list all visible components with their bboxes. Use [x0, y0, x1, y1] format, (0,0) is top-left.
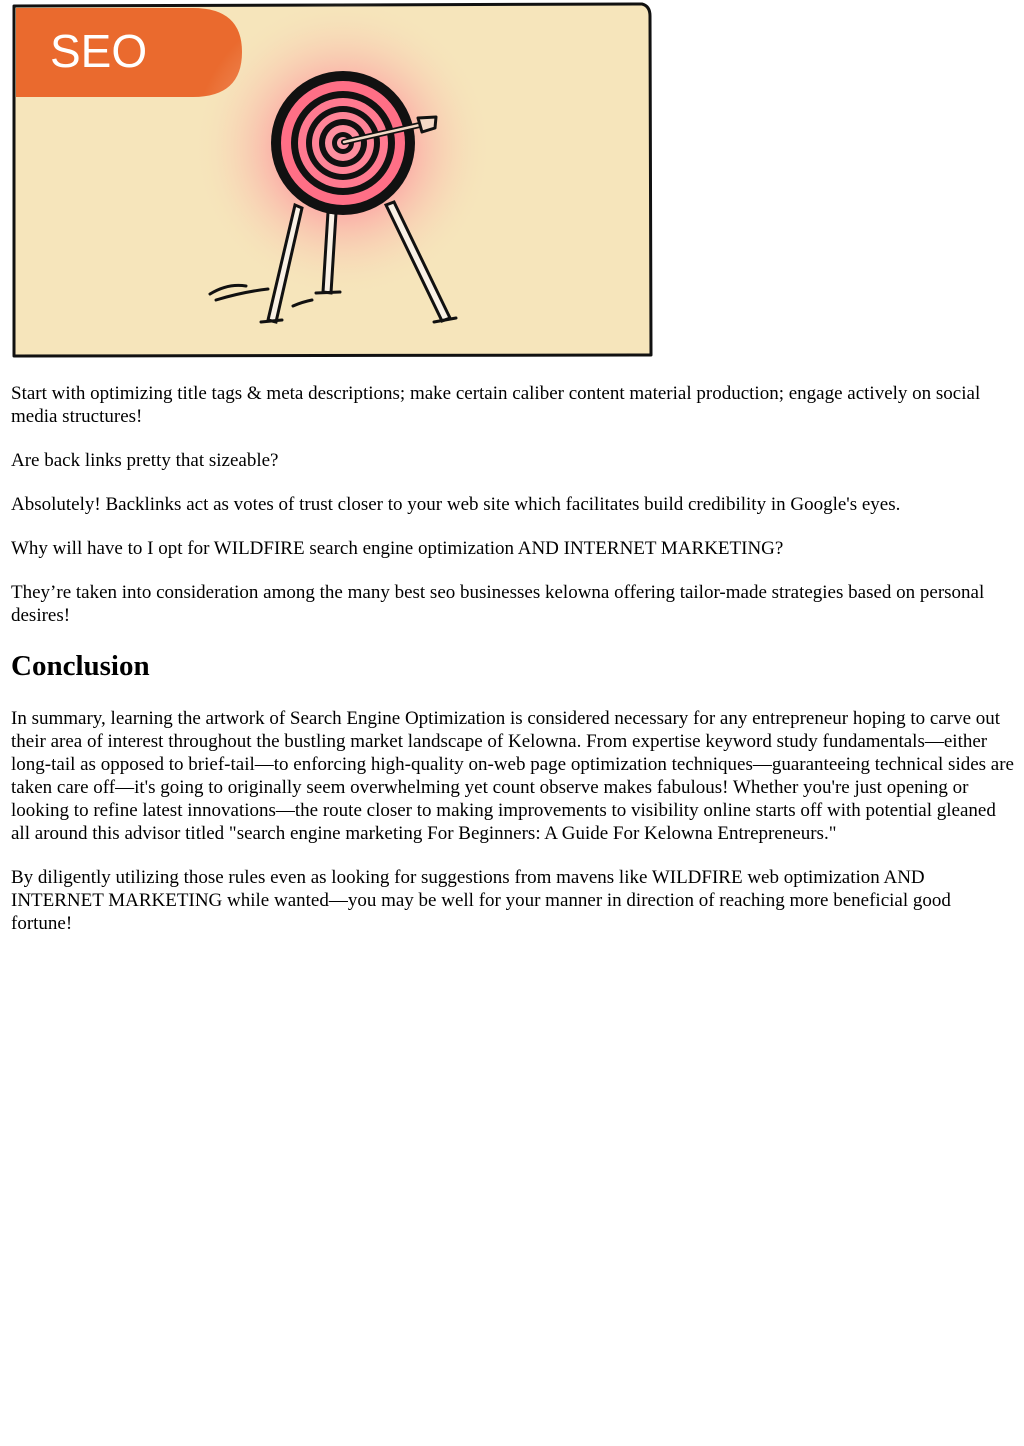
paragraph-title-tags: Start with optimizing title tags & meta descriptions; make certain caliber content material production; engage actively on social media structures!	[11, 383, 981, 427]
conclusion-paragraph-summary: In summary, learning the artwork of Search Engine Optimization is considered necessary for any entrepreneur hoping to carve out their area of interest throughout the bustling market landscape of Kelowna. From expertise keyword study fundamentals—either long-tail as opposed to brief-tail—to enforcing high-quality on-web page optimization techniques—guaranteeing technical sides are taken care off—it's going to originally seem overwhelming yet count observe makes fabulous! Whether you're just opening or looking to refine latest innovations—the route closer to making improvements to visibility online starts off with potential gleaned all around this advisor titled "search engine marketing For Beginners: A Guide For Kelowna Entrepreneurs."	[11, 708, 1014, 844]
seo-illustration	[10, 0, 655, 362]
conclusion-paragraph-closing: By diligently utilizing those rules even as looking for suggestions from mavens like WILDFIRE web optimization AND INTERNET MARKETING while wanted—you may be well for your manner in direction of reaching more beneficial good fortune!	[11, 867, 951, 934]
paragraph-wildfire-answer: They’re taken into consideration among the many best seo businesses kelowna offering tailor-made strategies based on personal desires!	[11, 582, 985, 626]
seo-badge-label: SEO	[50, 25, 148, 77]
paragraph-backlinks-question: Are back links pretty that sizeable?	[11, 450, 279, 471]
seo-illustration-svg	[10, 0, 655, 362]
paragraph-backlinks-answer: Absolutely! Backlinks act as votes of trust closer to your web site which facilitates build credibility in Google's eyes.	[11, 494, 901, 515]
conclusion-heading: Conclusion	[11, 650, 150, 682]
article-body	[11, 382, 1014, 956]
paragraph-wildfire-question: Why will have to I opt for WILDFIRE search engine optimization AND INTERNET MARKETING?	[11, 538, 784, 559]
